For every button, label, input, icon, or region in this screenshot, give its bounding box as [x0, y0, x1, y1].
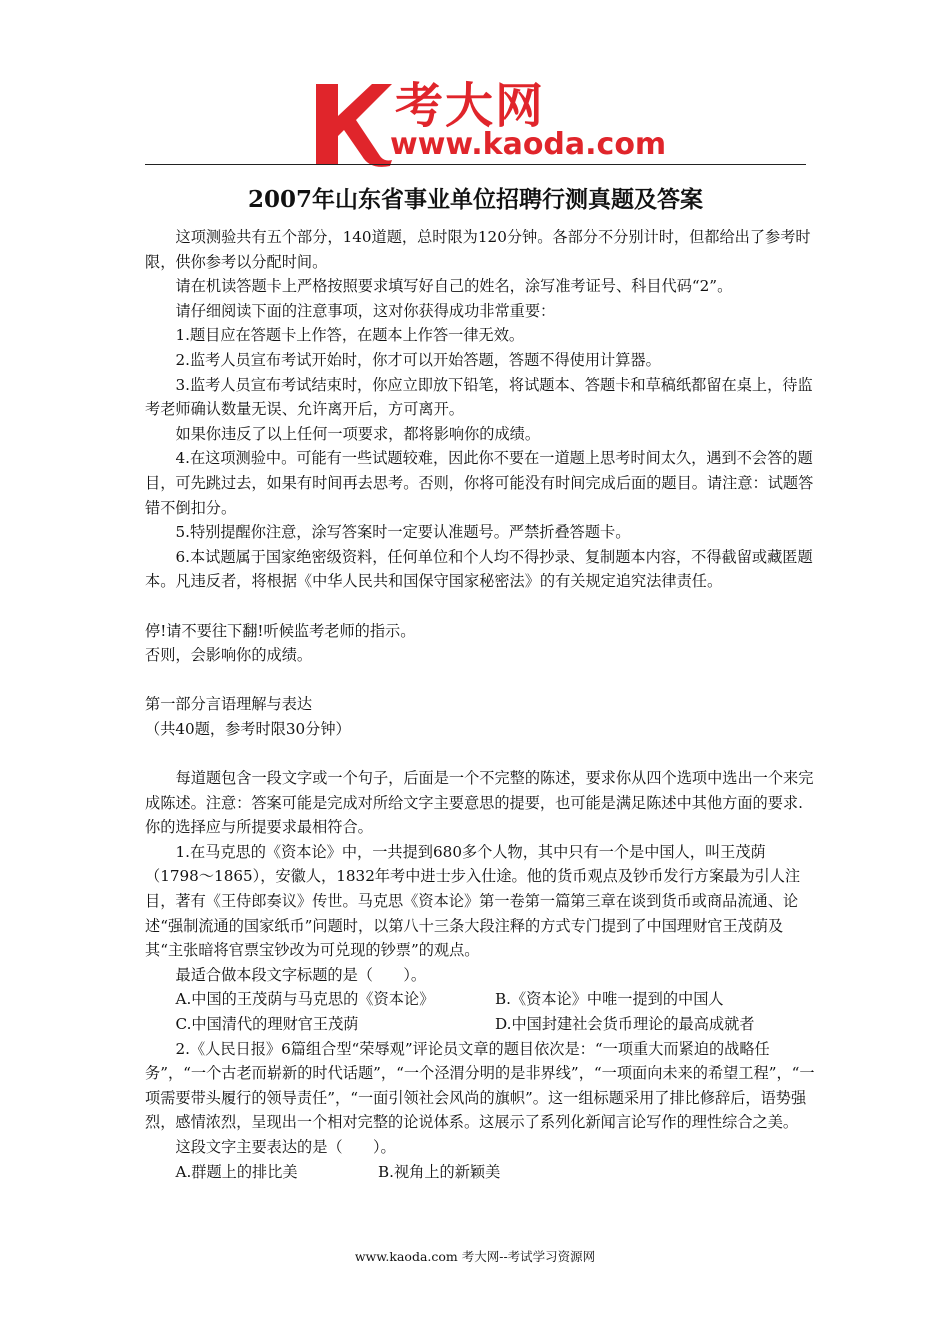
logo-url-text: www.kaoda.com — [390, 127, 667, 162]
question-stem: 1.在马克思的《资本论》中，一共提到680多个人物，其中只有一个是中国人，叫王茂荫（1798～1865），安徽人，1832年考中进士步入仕途。他的货币观点及钞币发行方案最为引人注目，著有《王侍郎奏议》传世。马克思《资本论》第一卷第一篇第三章在谈到货币或商品流通、论述“强制流通的国家纸币”问题时，以第八十三条大段注释的方式专门提到了中国理财官王茂荫及其“主张暗将官票宝钞改为可兑现的钞票”的观点。 — [145, 842, 801, 960]
stop-notice: 停!请不要往下翻!听候监考老师的指示。 — [145, 621, 416, 640]
rule-item: 3.监考人员宣布考试结束时，你应立即放下铅笔，将试题本、答题卡和草稿纸都留在桌上，待监考老师确认数量无误、允许离开后，方可离开。 — [145, 375, 813, 419]
logo-brand-text: 考大网 — [395, 78, 546, 134]
question-prompt: 这段文字主要表达的是（ ）。 — [175, 1137, 396, 1156]
rule-item: 4.在这项测验中。可能有一些试题较难，因此你不要在一道题上思考时间太久，遇到不会答的题目，可先跳过去，如果有时间再去思考。否则，你将可能没有时间完成后面的题目。请注意：试题答错不倒扣分。 — [145, 449, 814, 517]
question-stem: 2.《人民日报》6篇组合型“荣辱观”评论员文章的题目依次是：“一项重大而紧迫的战略任务”，“一个古老而崭新的时代话题”，“一个泾渭分明的是非界线”，“一项面向未来的希望工程”，“一项需要带头履行的领导责任”，“一面引领社会风尚的旗帜”。这一组标题采用了排比修辞后，语势强烈，感情浓烈，呈现出一个相对完整的论说体系。这展示了系列化新闻言论写作的理性综合之美。 — [145, 1039, 815, 1132]
option-a: A.群题上的排比美 — [175, 1162, 298, 1181]
rule-item: 6.本试题属于国家绝密级资料，任何单位和个人均不得抄录、复制题本内容，不得截留或藏匿题本。凡违反者，将根据《中华人民共和国保守国家秘密法》的有关规定追究法律责任。 — [145, 547, 813, 591]
section-instructions: 每道题包含一段文字或一个句子，后面是一个不完整的陈述，要求你从四个选项中选出一个来完成陈述。注意：答案可能是完成对所给文字主要意思的提要，也可能是满足陈述中其他方面的要求.你的选择应与所提要求最相符合。 — [145, 769, 814, 837]
rule-item: 1.题目应在答题卡上作答，在题本上作答一律无效。 — [175, 326, 525, 345]
section-subheading: （共40题，参考时限30分钟） — [145, 719, 351, 738]
rule-item: 2.监考人员宣布考试开始时，你才可以开始答题，答题不得使用计算器。 — [175, 350, 661, 369]
header-divider — [145, 164, 806, 165]
intro-paragraph: 请在机读答题卡上严格按照要求填写好自己的姓名，涂写准考证号、科目代码“2”。 — [175, 277, 733, 296]
option-b: B.《资本论》中唯一提到的中国人 — [495, 990, 724, 1009]
option-b: B.视角上的新颖美 — [378, 1162, 501, 1181]
intro-paragraph: 这项测验共有五个部分，140道题，总时限为120分钟。各部分不分别计时，但都给出了参考时限，供你参考以分配时间。 — [145, 228, 811, 271]
option-d: D.中国封建社会货币理论的最高成就者 — [495, 1015, 755, 1033]
k-logo-icon — [312, 78, 394, 168]
options-row — [145, 987, 815, 1012]
question-prompt: 最适合做本段文字标题的是（ ）。 — [175, 965, 427, 984]
intro-paragraph: 请仔细阅读下面的注意事项，这对你获得成功非常重要： — [175, 301, 556, 320]
rule-item: 5.特别提醒你注意，涂写答案时一定要认准题号。严禁折叠答题卡。 — [175, 523, 631, 542]
page-footer: www.kaoda.com 考大网--考试学习资源网 — [354, 1249, 596, 1264]
section-heading: 第一部分言语理解与表达 — [145, 695, 313, 714]
option-a: A.中国的王茂荫与马克思的《资本论》 — [175, 990, 435, 1009]
intro-paragraph: 如果你违反了以上任何一项要求，都将影响你的成绩。 — [175, 424, 540, 443]
options-row — [145, 1160, 815, 1185]
kaoda-logo — [312, 78, 667, 166]
options-row — [145, 1012, 815, 1037]
document-title: 2007年山东省事业单位招聘行测真题及答案 — [247, 186, 703, 213]
stop-notice: 否则，会影响你的成绩。 — [145, 646, 313, 665]
option-c: C.中国清代的理财官王茂荫 — [175, 1015, 359, 1033]
document-body — [145, 225, 815, 1184]
